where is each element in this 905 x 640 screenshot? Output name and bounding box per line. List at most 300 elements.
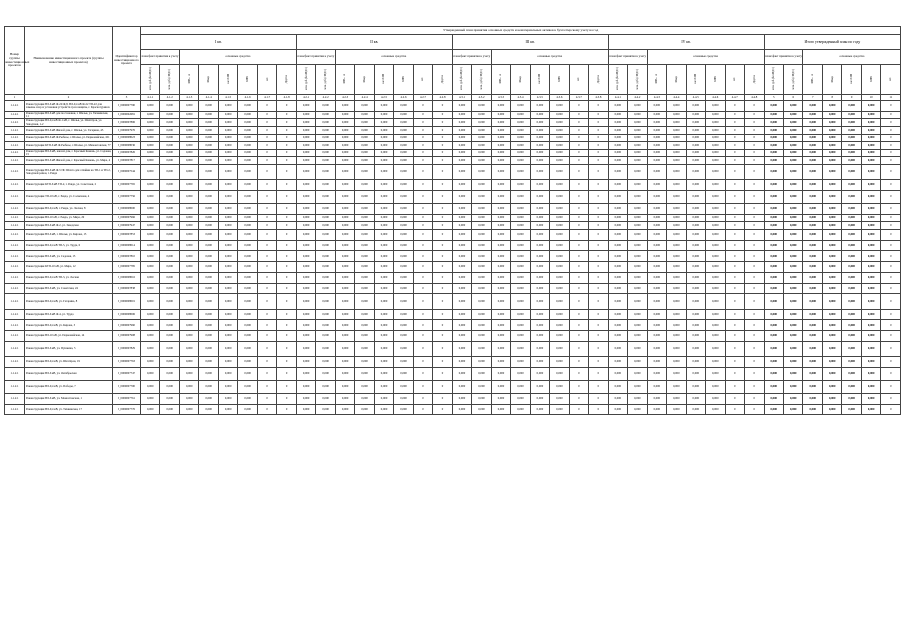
leaf-header-label: МВ×А [187,74,191,84]
row-value: 0,000 [335,203,354,214]
row-value: 0 [881,294,901,309]
row-value: 0 [277,294,296,309]
row-value: 0,000 [160,283,179,294]
row-value: 0,000 [238,134,257,142]
row-value: 0,000 [335,190,354,203]
row-value: 0 [257,357,276,368]
column-number: 4.2.4 [355,95,374,101]
row-value: 0,000 [511,111,530,119]
leaf-header-label: Мвар [362,75,366,83]
row-value: 0,000 [394,180,413,191]
row-value: 0,000 [861,331,880,342]
row-value: 0,000 [141,119,160,127]
row-value: 0 [569,190,588,203]
row-id: J_0000007838 [113,283,141,294]
row-value: 0,000 [335,272,354,283]
row-value: 0 [881,320,901,331]
leaf-header [277,65,296,95]
row-value: 0,000 [141,380,160,393]
row-value: 0,000 [667,262,686,273]
row-value: 0,000 [374,262,393,273]
row-value: 0,000 [783,367,802,380]
row-value: 0 [277,367,296,380]
row-value: 0,000 [160,240,179,251]
row-value: 0,000 [511,272,530,283]
row-value: 0 [257,149,276,157]
row-value: 0 [277,240,296,251]
row-value: 0,000 [550,272,569,283]
row-value: 0,000 [686,101,705,112]
row-value: 0,000 [335,393,354,404]
row-value: 0,000 [783,262,802,273]
row-value: 0,000 [296,367,315,380]
row-value: 0,000 [296,320,315,331]
row-value: 0,000 [803,367,822,380]
row-value: 0 [569,180,588,191]
row-value: 0,000 [472,320,491,331]
row-value: 0,000 [764,331,783,342]
row-value: 0,000 [141,203,160,214]
row-value: 0,000 [160,101,179,112]
row-value: 0,000 [842,214,861,222]
row-value: 0 [433,180,452,191]
row-value: 0,000 [160,320,179,331]
row-value: 0,000 [160,157,179,165]
row-value: 0 [589,190,608,203]
row-value: 0,000 [491,404,510,415]
row-value: 0,000 [511,367,530,380]
leaf-header [511,65,530,95]
row-value: 0,000 [160,331,179,342]
row-value: 0,000 [296,272,315,283]
row-value: 0,000 [452,157,471,165]
row-value: 0 [277,251,296,262]
row-value: 0,000 [335,157,354,165]
leaf-header [433,65,452,95]
row-value: 0,000 [316,251,335,262]
row-value: 0,000 [394,357,413,368]
row-id: J_0000008036 [113,142,141,150]
row-value: 0,000 [861,134,880,142]
row-value: 0,000 [160,229,179,240]
row-value: 0,000 [199,111,218,119]
row-value: 0,000 [141,142,160,150]
row-value: 0,000 [394,380,413,393]
row-value: 0,000 [803,380,822,393]
leaf-header-label: шт. [577,76,581,81]
row-value: 0,000 [296,203,315,214]
row-value: 0,000 [686,157,705,165]
row-value: 0,000 [550,393,569,404]
row-value: 0 [257,127,276,135]
row-value: 0,000 [374,309,393,320]
params-subheader: основные средства [179,50,296,65]
row-value: 0,000 [141,331,160,342]
column-number: 4.3.6 [550,95,569,101]
row-number: 1.1.2.1 [5,222,25,230]
row-value: 0,000 [316,294,335,309]
row-value: 0,000 [394,222,413,230]
row-value: 0,000 [647,164,666,179]
row-value: 0 [257,262,276,273]
row-value: 0,000 [764,164,783,179]
row-value: 0,000 [218,404,237,415]
row-value: 0,000 [199,149,218,157]
row-value: 0,000 [628,157,647,165]
row-value: 0 [725,262,744,273]
row-value: 0,000 [472,357,491,368]
row-value: 0,000 [803,142,822,150]
cost-subheader: план/факт принятия к учету [764,50,803,65]
row-name: Реконструкция ВЛ-6 кВ для постановки, г. Шалья, ул. Тихвинская, 11 [25,111,113,119]
row-value: 0,000 [394,164,413,179]
row-value: 0,000 [141,309,160,320]
leaf-header-label: МВт [557,76,561,82]
row-value: 0,000 [803,134,822,142]
row-value: 0 [277,157,296,165]
row-value: 0 [277,134,296,142]
row-value: 0 [413,203,432,214]
row-value: 0 [569,357,588,368]
row-value: 0,000 [472,203,491,214]
row-value: 0,000 [335,283,354,294]
row-value: 0,000 [355,320,374,331]
row-value: 0,000 [667,119,686,127]
row-value: 0 [725,331,744,342]
row-value: 0,000 [822,341,841,356]
row-value: 0,000 [783,341,802,356]
row-value: 0,000 [238,164,257,179]
row-value: 0,000 [706,190,725,203]
row-value: 0,000 [861,190,880,203]
row-value: 0,000 [842,134,861,142]
row-value: 0,000 [842,240,861,251]
row-value: 0,000 [394,149,413,157]
row-value: 0 [257,404,276,415]
row-value: 0,000 [355,134,374,142]
column-number: 4.2.2 [316,95,335,101]
leaf-header-label: млн. руб.(без НДС) [772,67,776,91]
row-value: 0,000 [822,214,841,222]
row-value: 0 [881,214,901,222]
row-value: 0 [257,331,276,342]
row-value: 0,000 [296,127,315,135]
row-value: 0 [277,149,296,157]
row-value: 0 [277,341,296,356]
row-value: 0,000 [608,309,627,320]
row-value: 0,000 [335,101,354,112]
row-value: 0,000 [550,294,569,309]
row-value: 0 [881,393,901,404]
row-value: 0 [277,272,296,283]
row-value: 0,000 [218,119,237,127]
row-value: 0,000 [608,320,627,331]
row-value: 0 [413,404,432,415]
row-value: 0,000 [491,283,510,294]
row-value: 0,000 [511,190,530,203]
row-value: 0,000 [550,357,569,368]
row-value: 0,000 [530,190,549,203]
row-value: 0 [745,157,764,165]
row-value: 0,000 [608,357,627,368]
row-value: 0 [725,294,744,309]
row-value: 0,000 [316,380,335,393]
row-value: 0,000 [783,164,802,179]
row-value: 0,000 [861,157,880,165]
row-value: 0,000 [199,320,218,331]
quarter-header: IV кв. [608,35,764,50]
row-value: 0,000 [667,214,686,222]
row-value: 0,000 [706,203,725,214]
row-value: 0 [589,380,608,393]
row-value: 0 [433,101,452,112]
col-num-header: Номер группы инвестиционных проектов [5,27,25,95]
row-value: 0,000 [335,251,354,262]
row-value: 0,000 [822,180,841,191]
leaf-header-label: шт. [265,76,269,81]
row-value: 0 [745,262,764,273]
row-value: 0,000 [141,164,160,179]
row-value: 0,000 [218,341,237,356]
leaf-header [296,65,315,95]
row-value: 0,000 [141,111,160,119]
row-value: 0,000 [530,101,549,112]
row-value: 0,000 [628,214,647,222]
row-value: 0,000 [141,283,160,294]
row-value: 0,000 [667,222,686,230]
row-value: 0,000 [472,142,491,150]
row-value: 0,000 [511,142,530,150]
row-value: 0 [413,134,432,142]
row-value: 0,000 [764,214,783,222]
row-value: 0 [433,367,452,380]
row-value: 0,000 [842,262,861,273]
row-value: 0,000 [199,283,218,294]
row-value: 0,000 [452,149,471,157]
row-value: 0,000 [647,127,666,135]
row-value: 0 [413,294,432,309]
row-value: 0,000 [452,357,471,368]
row-value: 0,000 [803,357,822,368]
row-value: 0,000 [472,180,491,191]
row-name: Реконструкция ВЛ-6 кВ Ф-22/Ф-8, ВЛ-0,4 кВ Ф-22 ТП-22 для замены опор и установки устройств грозозащиты, г. Краснотуринск [25,101,113,112]
row-value: 0,000 [238,309,257,320]
row-value: 0,000 [511,331,530,342]
row-value: 0,000 [530,251,549,262]
row-value: 0,000 [316,222,335,230]
row-value: 0,000 [511,262,530,273]
row-value: 0,000 [822,357,841,368]
row-value: 0,000 [861,393,880,404]
row-value: 0,000 [335,142,354,150]
row-value: 0,000 [472,111,491,119]
row-value: 0,000 [335,320,354,331]
row-value: 0 [589,331,608,342]
row-value: 0,000 [706,127,725,135]
row-value: 0,000 [842,157,861,165]
row-value: 0 [589,309,608,320]
row-value: 0,000 [842,119,861,127]
row-value: 0,000 [783,119,802,127]
row-value: 0,000 [296,294,315,309]
row-value: 0,000 [335,222,354,230]
row-name: Реконструкция ВЛ-6 кВ, г. Шалья, ул. Кирова, 15 [25,229,113,240]
row-value: 0,000 [628,367,647,380]
params-subheader: основные средства [335,50,452,65]
row-value: 0,000 [374,180,393,191]
row-value: 0,000 [141,157,160,165]
row-value: 0,000 [686,283,705,294]
row-value: 0,000 [394,229,413,240]
row-value: 0,000 [667,283,686,294]
row-value: 0,000 [335,404,354,415]
row-value: 0 [413,149,432,157]
row-value: 0,000 [296,157,315,165]
row-value: 0,000 [706,111,725,119]
row-value: 0,000 [530,157,549,165]
row-value: 0,000 [530,214,549,222]
row-value: 0,000 [608,180,627,191]
row-value: 0,000 [218,240,237,251]
row-id: J_0000007908 [113,331,141,342]
row-value: 0,000 [296,142,315,150]
leaf-header [861,65,880,95]
row-value: 0,000 [335,294,354,309]
leaf-header [881,65,901,95]
row-value: 0,000 [472,157,491,165]
row-value: 0,000 [355,240,374,251]
row-value: 0,000 [199,203,218,214]
row-value: 0,000 [296,180,315,191]
row-value: 0,000 [218,190,237,203]
row-value: 0,000 [355,272,374,283]
row-value: 0 [725,240,744,251]
row-value: 0,000 [394,393,413,404]
row-value: 0,000 [374,222,393,230]
table-row [5,149,901,157]
row-name: Реконструкция ВЛ-0,4 кВ, ул. Шахтёров, 19 [25,357,113,368]
row-value: 0 [745,190,764,203]
row-value: 0 [745,229,764,240]
column-number: 4.2.5 [374,95,393,101]
row-value: 0,000 [452,119,471,127]
row-name: Реконструкция ВЛ-6 кВ, ул. Октябрьская [25,367,113,380]
row-value: 0 [745,203,764,214]
row-value: 0,000 [491,272,510,283]
row-value: 0,000 [842,190,861,203]
row-name: Реконструкция ВЛ-0,4 кВ, г. Ревда, ул. Лесная, 8 [25,203,113,214]
row-name: Реконструкция ВЛ-0,4 кВ ТП-3, ул. Лесная [25,272,113,283]
row-value: 0,000 [686,127,705,135]
leaf-header [608,65,627,95]
row-value: 0,000 [218,149,237,157]
row-value: 0 [277,164,296,179]
leaf-header-label: млн. руб.(с НДС) [635,68,639,90]
row-value: 0 [433,294,452,309]
row-value: 0 [745,404,764,415]
table-row [5,203,901,214]
row-value: 0,000 [394,331,413,342]
row-value: 0 [413,119,432,127]
leaf-header [160,65,179,95]
row-value: 0,000 [335,127,354,135]
row-number: 1.1.2.1 [5,283,25,294]
row-value: 0 [745,149,764,157]
row-value: 0,000 [764,309,783,320]
leaf-header [374,65,393,95]
row-value: 0,000 [706,294,725,309]
row-value: 0,000 [667,294,686,309]
row-value: 0 [745,380,764,393]
leaf-header-label: млн. руб.(с НДС) [791,68,795,90]
row-value: 0,000 [160,380,179,393]
leaf-header [667,65,686,95]
row-value: 0,000 [706,240,725,251]
row-value: 0,000 [452,320,471,331]
row-value: 0,000 [511,157,530,165]
row-value: 0 [881,101,901,112]
row-value: 0 [881,251,901,262]
row-value: 0,000 [199,251,218,262]
row-value: 0,000 [141,367,160,380]
row-value: 0 [433,134,452,142]
row-value: 0,000 [608,119,627,127]
leaf-header-label: млн. руб.(без НДС) [616,67,620,91]
row-value: 0 [433,393,452,404]
row-value: 0,000 [355,157,374,165]
row-value: 0,000 [706,214,725,222]
row-value: 0 [413,283,432,294]
row-value: 0,000 [822,283,841,294]
row-id: J_0000007785 [113,262,141,273]
row-number: 1.1.2.1 [5,157,25,165]
row-value: 0 [433,157,452,165]
row-value: 0,000 [374,134,393,142]
row-value: 0,000 [764,180,783,191]
row-name: Реконструкция ВЛ-0,4 кВ, ул. Кирова, 3 [25,320,113,331]
row-value: 0 [745,240,764,251]
row-value: 0 [589,357,608,368]
row-value: 0,000 [861,229,880,240]
row-value: 0,000 [238,320,257,331]
row-value: 0 [413,309,432,320]
row-value: 0,000 [647,222,666,230]
row-value: 0,000 [374,142,393,150]
row-value: 0,000 [374,404,393,415]
row-value: 0,000 [706,180,725,191]
row-value: 0,000 [706,251,725,262]
row-value: 0 [881,142,901,150]
row-value: 0,000 [316,309,335,320]
row-value: 0,000 [238,380,257,393]
row-value: 0,000 [238,222,257,230]
row-value: 0,000 [628,283,647,294]
row-value: 0,000 [452,229,471,240]
row-value: 0,000 [706,229,725,240]
row-value: 0 [277,262,296,273]
row-value: 0,000 [335,331,354,342]
row-value: 0,000 [374,229,393,240]
row-value: 0,000 [803,251,822,262]
row-value: 0,000 [141,222,160,230]
row-value: 0,000 [530,272,549,283]
row-value: 0,000 [355,251,374,262]
leaf-header [394,65,413,95]
row-value: 0,000 [472,101,491,112]
column-number: 4.1.1 [141,95,160,101]
row-value: 0,000 [550,331,569,342]
row-value: 0 [569,157,588,165]
